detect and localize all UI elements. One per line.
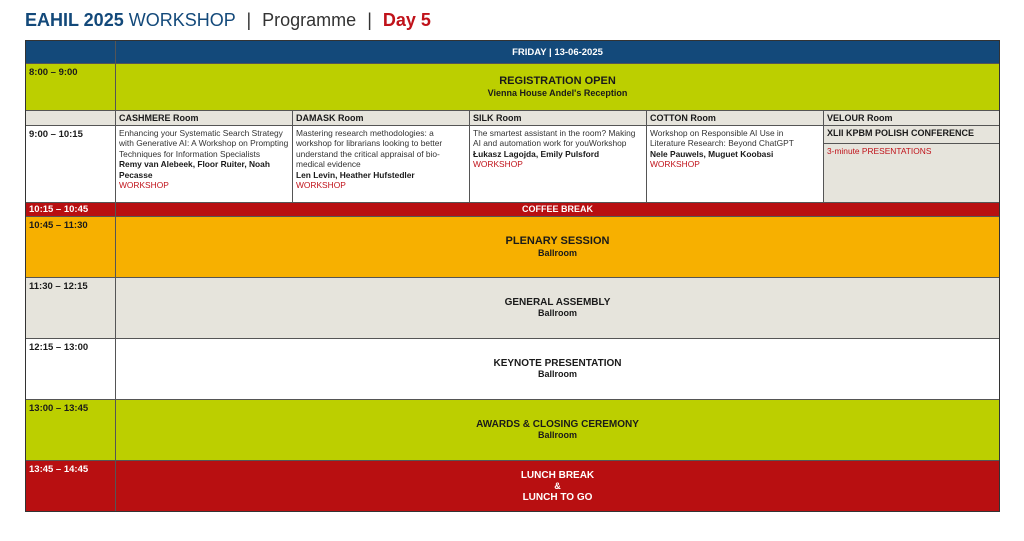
lunch-line1: LUNCH BREAK bbox=[520, 469, 595, 481]
room-cashmere: CASHMERE Room bbox=[116, 111, 293, 126]
day-label: Day 5 bbox=[382, 10, 431, 30]
time-registration: 8:00 – 9:00 bbox=[26, 64, 116, 111]
session-tag: WORKSHOP bbox=[296, 180, 346, 191]
room-velour: VELOUR Room bbox=[824, 111, 999, 126]
velour-tag-cell bbox=[824, 144, 999, 203]
time-lunch: 13:45 – 14:45 bbox=[26, 461, 116, 511]
room-header-corner bbox=[26, 111, 116, 126]
session-title: Enhancing your Systematic Search Strategy with Generative AI: A Workshop on Prompting Techniques for Information Specialists bbox=[119, 128, 289, 159]
plenary-title: PLENARY SESSION bbox=[505, 235, 610, 247]
assembly-title: GENERAL ASSEMBLY bbox=[504, 297, 611, 308]
session-authors: Łukasz Lagojda, Emily Pulsford bbox=[473, 148, 600, 159]
room-silk: SILK Room bbox=[470, 111, 647, 126]
assembly-location: Ballroom bbox=[537, 308, 577, 318]
header-corner bbox=[26, 41, 116, 64]
awards-location: Ballroom bbox=[537, 430, 577, 440]
session-cotton bbox=[647, 126, 824, 203]
title-separator: | bbox=[367, 10, 372, 30]
time-coffee: 10:15 – 10:45 bbox=[26, 203, 116, 217]
workshop-label: WORKSHOP bbox=[128, 10, 236, 30]
title-separator: | bbox=[246, 10, 252, 30]
page-title bbox=[25, 10, 431, 31]
session-damask bbox=[293, 126, 470, 203]
session-tag: WORKSHOP bbox=[473, 159, 523, 170]
session-tag: WORKSHOP bbox=[119, 180, 169, 191]
awards-title: AWARDS & CLOSING CEREMONY bbox=[476, 419, 639, 430]
lunch-cell bbox=[116, 461, 999, 511]
time-plenary: 10:45 – 11:30 bbox=[26, 217, 116, 278]
registration-title: REGISTRATION OPEN bbox=[499, 75, 616, 87]
plenary-cell bbox=[116, 217, 999, 278]
session-authors: Len Levin, Heather Hufstedler bbox=[296, 169, 415, 180]
registration-location: Vienna House Andel's Reception bbox=[487, 88, 628, 98]
lunch-line2: LUNCH TO GO bbox=[522, 491, 593, 503]
room-damask: DAMASK Room bbox=[293, 111, 470, 126]
time-keynote: 12:15 – 13:00 bbox=[26, 339, 116, 400]
session-authors: Nele Pauwels, Muguet Koobasi bbox=[650, 148, 774, 159]
programme-label: Programme bbox=[262, 10, 357, 30]
session-title: Workshop on Responsible AI Use in Literature Research: Beyond ChatGPT bbox=[650, 128, 794, 149]
velour-title: XLII KPBM POLISH CONFERENCE bbox=[827, 128, 975, 138]
room-cotton: COTTON Room bbox=[647, 111, 824, 126]
programme-table bbox=[25, 40, 1000, 512]
time-workshops: 9:00 – 10:15 bbox=[26, 126, 116, 203]
event-name: EAHIL 2025 bbox=[25, 10, 124, 30]
day-header: FRIDAY | 13-06-2025 bbox=[116, 41, 999, 64]
plenary-location: Ballroom bbox=[537, 248, 577, 258]
time-assembly: 11:30 – 12:15 bbox=[26, 278, 116, 339]
keynote-cell bbox=[116, 339, 999, 400]
time-awards: 13:00 – 13:45 bbox=[26, 400, 116, 461]
session-cashmere bbox=[116, 126, 293, 203]
velour-title-cell bbox=[824, 126, 999, 144]
keynote-title: KEYNOTE PRESENTATION bbox=[493, 358, 622, 369]
session-title: Mastering research methodologies: a workshop for librarians looking to better understand the critical appraisal of bio-medical evidence bbox=[296, 128, 443, 170]
assembly-cell bbox=[116, 278, 999, 339]
lunch-amp: & bbox=[554, 480, 561, 491]
keynote-location: Ballroom bbox=[537, 369, 577, 379]
coffee-break: COFFEE BREAK bbox=[116, 203, 999, 217]
session-tag: WORKSHOP bbox=[650, 159, 700, 170]
registration-cell bbox=[116, 64, 999, 111]
session-authors: Remy van Alebeek, Floor Ruiter, Noah Pecasse bbox=[119, 159, 270, 180]
velour-tag: 3-minute PRESENTATIONS bbox=[827, 146, 932, 156]
session-silk bbox=[470, 126, 647, 203]
session-title: The smartest assistant in the room? Making AI and automation work for youWorkshop bbox=[473, 128, 636, 149]
awards-cell bbox=[116, 400, 999, 461]
